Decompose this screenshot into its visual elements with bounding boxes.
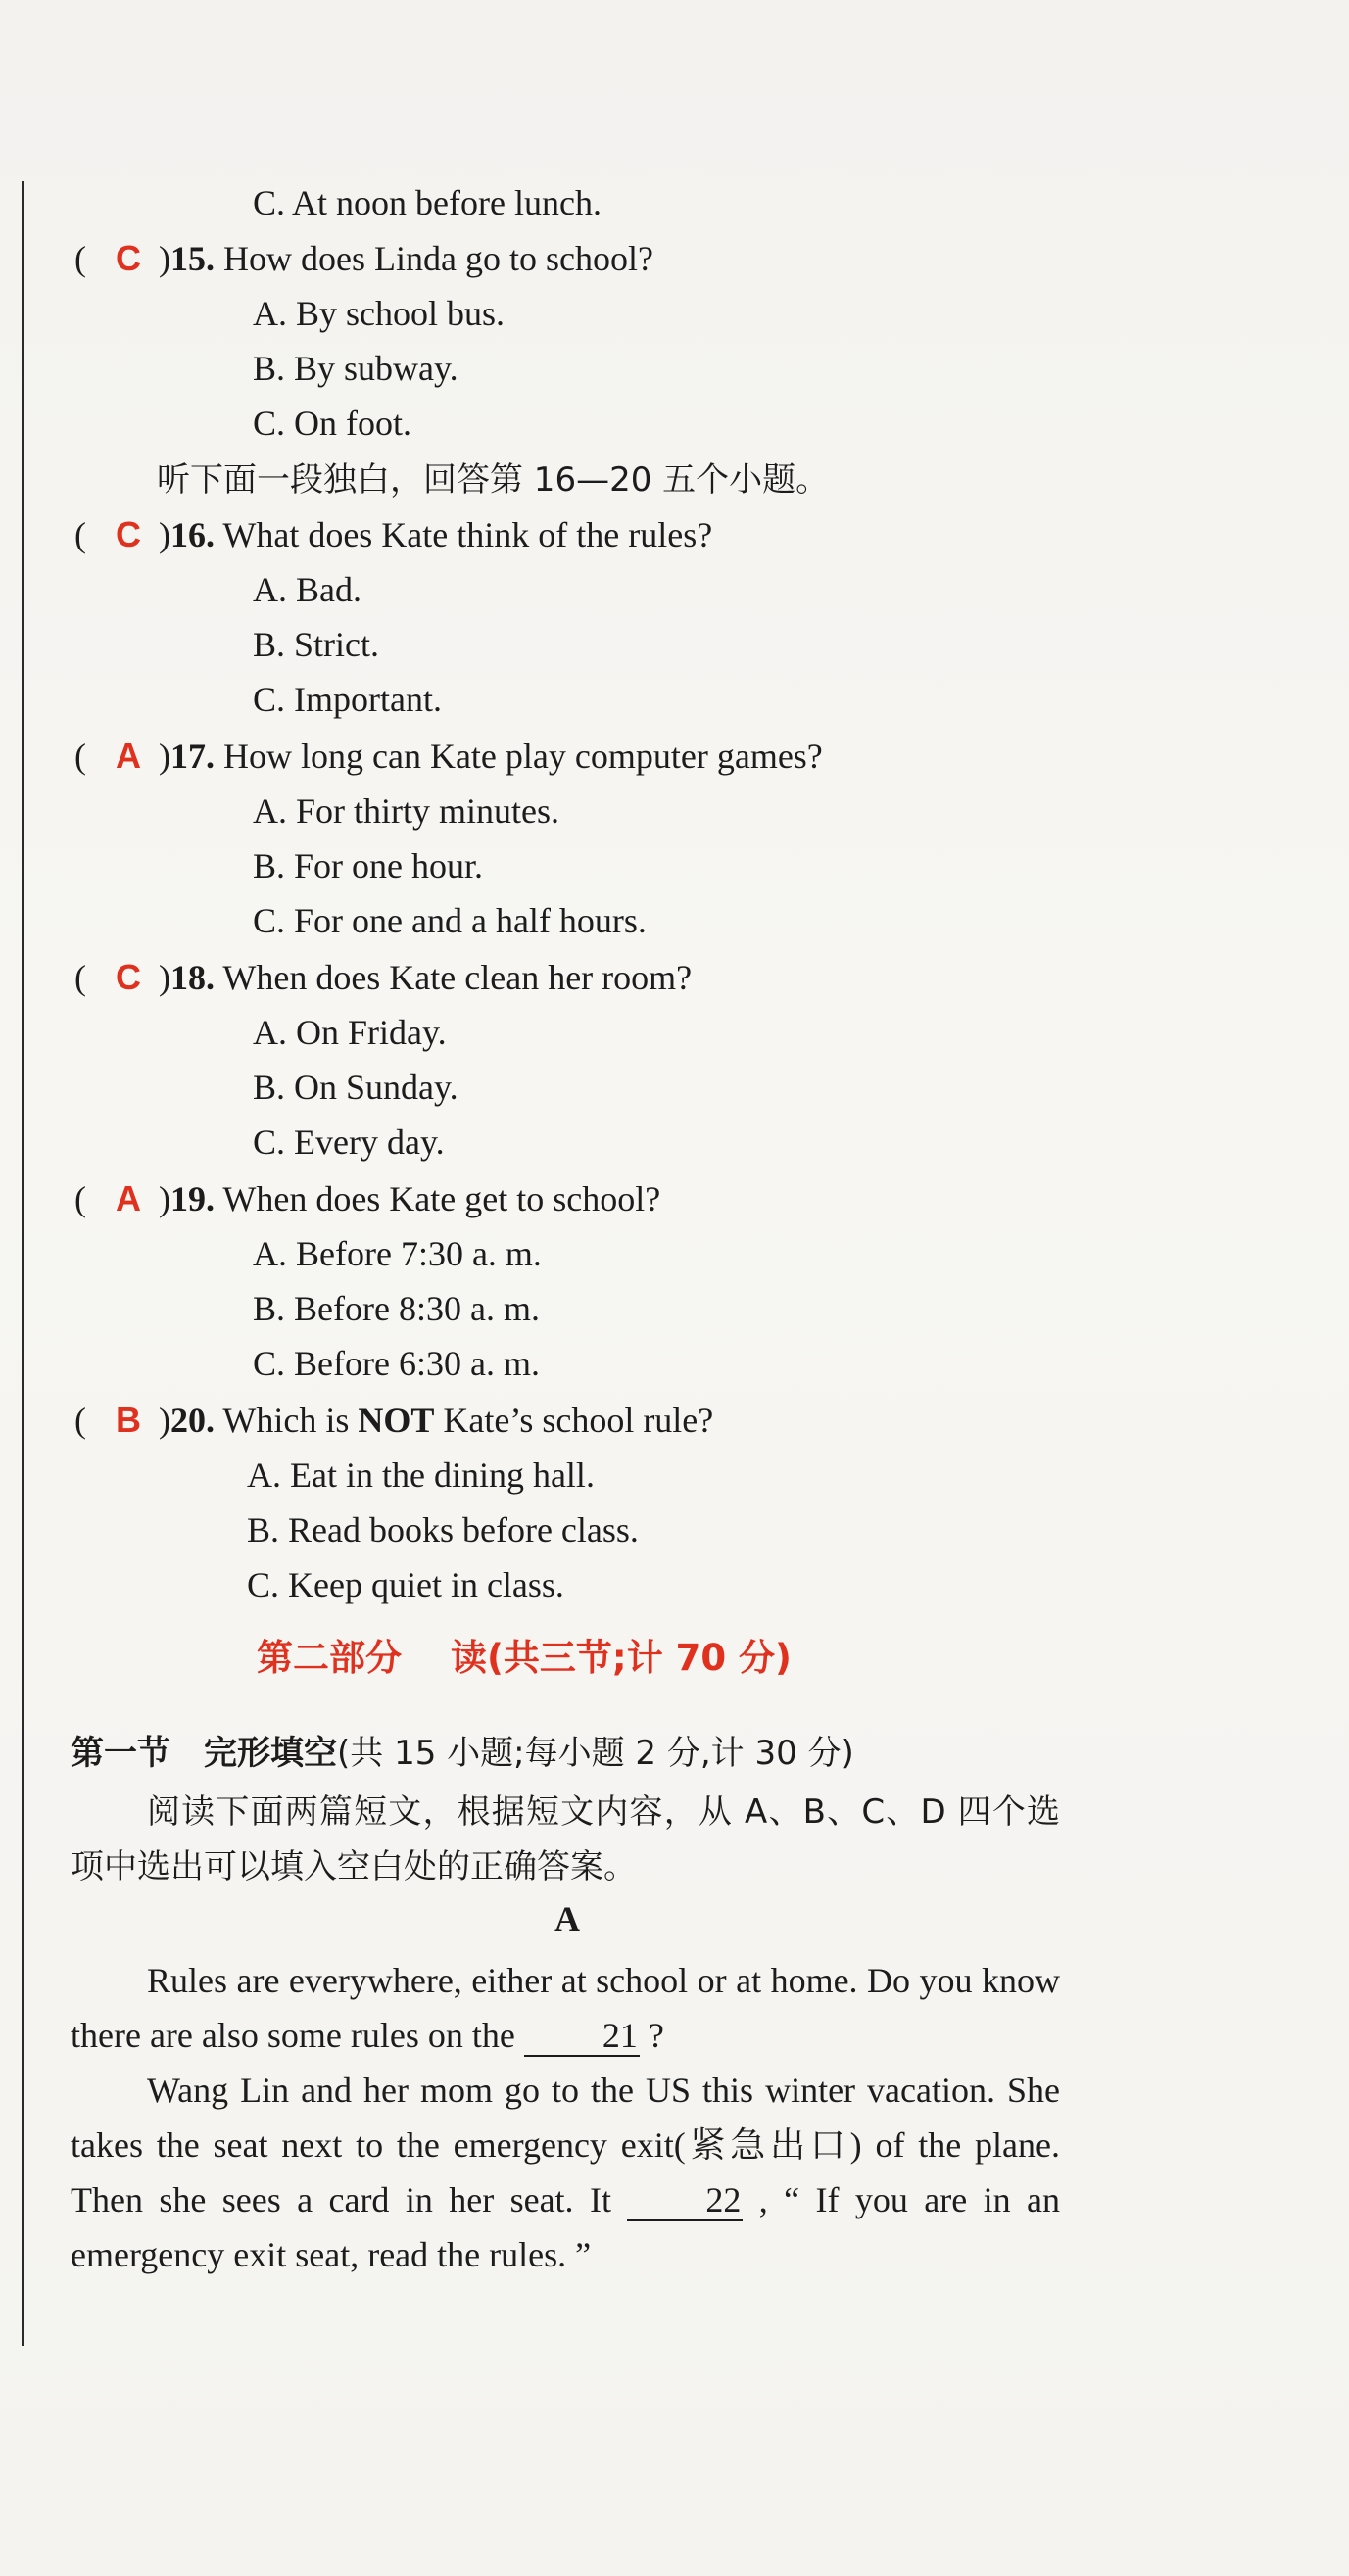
question-text: How does Linda go to school?	[223, 239, 653, 278]
q19-option-b: B. Before 8:30 a. m.	[253, 1289, 540, 1328]
q16-option-c: C. Important.	[253, 680, 442, 719]
q15-option-a: A. By school bus.	[253, 294, 506, 333]
part-two-heading: 第二部分 读(共三节;计 70 分)	[257, 1637, 792, 1679]
answer-17: A	[116, 736, 141, 776]
passage-paragraph-2: Wang Lin and her mom go to the US this winter vacation. She takes the seat next to the emergency exit(紧急出口) of the plane. Then she sees a card in her seat. It 22 , “ If you are in an emergency exit seat, read the rules. ”	[71, 2071, 1060, 2274]
section-one-heading: 第一节 完形填空(共 15 小题;每小题 2 分,计 30 分)	[71, 1734, 854, 1773]
answer-19: A	[116, 1178, 141, 1218]
q16-option-b: B. Strict.	[253, 625, 380, 664]
question-text: When does Kate clean her room?	[222, 958, 693, 997]
q17-option-b: B. For one hour.	[253, 846, 484, 885]
answer-15: C	[116, 238, 141, 278]
margin-rule	[22, 181, 24, 2346]
blank-21: 21	[524, 2016, 640, 2057]
answer-20: B	[116, 1400, 141, 1440]
q18-option-a: A. On Friday.	[253, 1013, 447, 1052]
question-16: ( C )16. What does Kate think of the rules?	[74, 514, 713, 554]
q17-option-a: A. For thirty minutes.	[253, 791, 559, 831]
q17-option-c: C. For one and a half hours.	[253, 901, 647, 940]
question-text: What does Kate think of the rules?	[222, 515, 713, 554]
instruction-16-20: 听下面一段独白，回答第 16—20 五个小题。	[157, 460, 830, 500]
blank-22: 22	[627, 2180, 743, 2221]
q19-option-a: A. Before 7:30 a. m.	[253, 1234, 542, 1273]
question-18: ( C )18. When does Kate clean her room?	[74, 957, 693, 997]
answer-18: C	[116, 957, 141, 997]
q14-option-c: C. At noon before lunch.	[253, 183, 602, 222]
question-15: ( C )15. How does Linda go to school?	[74, 238, 653, 278]
q20-option-b: B. Read books before class.	[247, 1510, 639, 1550]
emphasis-not: NOT	[358, 1401, 435, 1440]
question-17: ( A )17. How long can Kate play computer games?	[74, 736, 823, 776]
question-text: How long can Kate play computer games?	[223, 737, 823, 776]
passage-label: A	[554, 1899, 580, 1938]
q16-option-a: A. Bad.	[253, 570, 361, 609]
q20-option-a: A. Eat in the dining hall.	[247, 1455, 595, 1495]
q18-option-b: B. On Sunday.	[253, 1068, 458, 1107]
q15-option-b: B. By subway.	[253, 349, 458, 388]
cloze-directions: 阅读下面两篇短文，根据短文内容，从 A、B、C、D 四个选项中选出可以填入空白处的正确答案。	[71, 1792, 1060, 1886]
passage-paragraph-1: Rules are everywhere, either at school or at home. Do you know there are also some rules on the 21 ?	[71, 1961, 1060, 2055]
question-text: When does Kate get to school?	[222, 1179, 661, 1218]
answer-16: C	[116, 514, 141, 554]
q19-option-c: C. Before 6:30 a. m.	[253, 1344, 540, 1383]
question-19: ( A )19. When does Kate get to school?	[74, 1178, 661, 1218]
q15-option-c: C. On foot.	[253, 404, 411, 443]
question-20: ( B )20. Which is NOT Kate’s school rule?	[74, 1400, 714, 1440]
question-number: 15.	[170, 239, 215, 278]
q18-option-c: C. Every day.	[253, 1122, 445, 1162]
q20-option-c: C. Keep quiet in class.	[247, 1565, 564, 1604]
